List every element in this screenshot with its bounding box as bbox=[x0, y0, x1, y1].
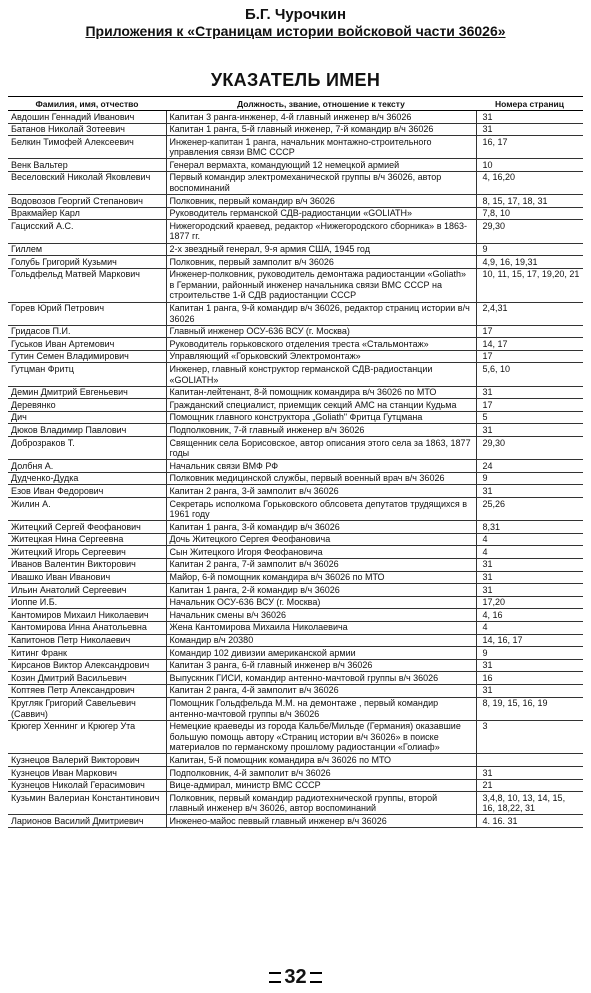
cell-pages: 5,6, 10 bbox=[476, 363, 583, 386]
table-row bbox=[8, 533, 583, 546]
table-row bbox=[8, 659, 583, 672]
table-row bbox=[8, 546, 583, 559]
table-row bbox=[8, 684, 583, 697]
cell-description: Капитан 3 ранга, 6-й главный инженер в/ч 36026 bbox=[166, 659, 476, 672]
cell-pages: 2,4,31 bbox=[476, 302, 583, 325]
table-row bbox=[8, 584, 583, 597]
cell-description: Секретарь исполкома Горьковского облсовета депутатов трудящихся в 1961 году bbox=[166, 498, 476, 521]
table-row bbox=[8, 123, 583, 136]
cell-name: Голубь Григорий Кузьмич bbox=[8, 256, 166, 269]
cell-description: Главный инженер ОСУ-636 ВСУ (г. Москва) bbox=[166, 325, 476, 338]
cell-description: Первый командир электромеханической группы в/ч 36026, автор воспоминаний bbox=[166, 171, 476, 194]
page-number-value: 32 bbox=[284, 966, 307, 988]
column-header-pages: Номера страниц bbox=[476, 97, 583, 111]
cell-name: Крюгер Хеннинг и Крюгер Ута bbox=[8, 720, 166, 754]
cell-pages: 4, 16,20 bbox=[476, 171, 583, 194]
cell-name: Белкин Тимофей Алексеевич bbox=[8, 136, 166, 159]
page-number-left-bar bbox=[269, 972, 281, 983]
cell-pages: 4. 16. 31 bbox=[476, 815, 583, 828]
cell-pages: 9 bbox=[476, 647, 583, 660]
cell-name: Гуськов Иван Артемович bbox=[8, 338, 166, 351]
cell-description: Гражданский специалист, приемщик секций АМС на станции Кудьма bbox=[166, 399, 476, 412]
table-row bbox=[8, 498, 583, 521]
table-row bbox=[8, 302, 583, 325]
cell-name: Жилин А. bbox=[8, 498, 166, 521]
cell-description: Генерал вермахта, командующий 12 немецкой армией bbox=[166, 159, 476, 172]
cell-pages: 7,8, 10 bbox=[476, 207, 583, 220]
cell-name: Горев Юрий Петрович bbox=[8, 302, 166, 325]
cell-name: Ильин Анатолий Сергеевич bbox=[8, 584, 166, 597]
table-body bbox=[8, 111, 583, 828]
cell-name: Кузнецов Валерий Викторович bbox=[8, 754, 166, 767]
cell-name: Коптяев Петр Александрович bbox=[8, 684, 166, 697]
table-row bbox=[8, 485, 583, 498]
cell-description: Капитан 2 ранга, 4-й замполит в/ч 36026 bbox=[166, 684, 476, 697]
cell-pages: 4,9, 16, 19,31 bbox=[476, 256, 583, 269]
cell-pages: 4 bbox=[476, 621, 583, 634]
table-row bbox=[8, 386, 583, 399]
table-row bbox=[8, 350, 583, 363]
cell-pages: 4, 16 bbox=[476, 609, 583, 622]
cell-description: Инженер, главный конструктор германской СДВ-радиостанции «GOLIATH» bbox=[166, 363, 476, 386]
cell-pages: 17 bbox=[476, 325, 583, 338]
cell-pages: 31 bbox=[476, 386, 583, 399]
cell-name: Авдошин Геннадий Иванович bbox=[8, 111, 166, 124]
cell-description: Капитан 1 ранга, 3-й командир в/ч 36026 bbox=[166, 521, 476, 534]
table-row bbox=[8, 325, 583, 338]
cell-name: Ларионов Василий Дмитриевич bbox=[8, 815, 166, 828]
cell-description: Сын Житецкого Игоря Феофановича bbox=[166, 546, 476, 559]
cell-pages: 29,30 bbox=[476, 437, 583, 460]
cell-description: Капитан 2 ранга, 7-й замполит в/ч 36026 bbox=[166, 558, 476, 571]
table-row bbox=[8, 207, 583, 220]
cell-pages: 31 bbox=[476, 571, 583, 584]
table-row bbox=[8, 609, 583, 622]
cell-description: Дочь Житецкого Сергея Феофановича bbox=[166, 533, 476, 546]
cell-name: Гацисский А.С. bbox=[8, 220, 166, 243]
table-row bbox=[8, 634, 583, 647]
cell-description: Жена Кантомирова Михаила Николаевича bbox=[166, 621, 476, 634]
cell-pages: 31 bbox=[476, 558, 583, 571]
cell-description: Капитан 1 ранга, 5-й главный инженер, 7-й командир в/ч 36026 bbox=[166, 123, 476, 136]
table-row bbox=[8, 268, 583, 302]
cell-pages: 25,26 bbox=[476, 498, 583, 521]
cell-name: Гиллем bbox=[8, 243, 166, 256]
cell-description: Вице-адмирал, министр ВМС СССР bbox=[166, 779, 476, 792]
cell-pages: 31 bbox=[476, 684, 583, 697]
cell-description: Помощник Гольдфельда М.М. на демонтаже , первый командир антенно-мачтовой группы в/ч 36026 bbox=[166, 697, 476, 720]
cell-description: Немецкие краеведы из города Кальбе/Мильде (Германия) оказавшие большую помощь автору «Страниц истории в/ч 36026» в поиске материалов по германскому прошлому радиостанции «Голиаф» bbox=[166, 720, 476, 754]
cell-name: Гутин Семен Владимирович bbox=[8, 350, 166, 363]
cell-description: Подполковник, 4-й замполит в/ч 36026 bbox=[166, 767, 476, 780]
table-row bbox=[8, 779, 583, 792]
table-row bbox=[8, 792, 583, 815]
cell-name: Капитонов Петр Николаевич bbox=[8, 634, 166, 647]
cell-name: Долбня А. bbox=[8, 460, 166, 473]
cell-pages: 9 bbox=[476, 472, 583, 485]
table-row bbox=[8, 411, 583, 424]
table-row bbox=[8, 424, 583, 437]
table-row bbox=[8, 672, 583, 685]
book-author: Б.Г. Чурочкин bbox=[244, 6, 347, 23]
cell-description: Полковник, первый командир в/ч 36026 bbox=[166, 195, 476, 208]
cell-name: Кантомирова Инна Анатольевна bbox=[8, 621, 166, 634]
cell-pages: 14, 17 bbox=[476, 338, 583, 351]
cell-description: Руководитель горьковского отделения треста «Стальмонтаж» bbox=[166, 338, 476, 351]
table-row bbox=[8, 437, 583, 460]
cell-pages: 3 bbox=[476, 720, 583, 754]
cell-description: Капитан 2 ранга, 3-й замполит в/ч 36026 bbox=[166, 485, 476, 498]
page-number bbox=[0, 966, 591, 989]
cell-description: Капитан 3 ранга-инженер, 4-й главный инженер в/ч 36026 bbox=[166, 111, 476, 124]
cell-name: Кирсанов Виктор Александрович bbox=[8, 659, 166, 672]
page-number-right-bar bbox=[310, 972, 322, 983]
cell-name: Кузьмин Валериан Константинович bbox=[8, 792, 166, 815]
cell-name: Водовозов Георгий Степанович bbox=[8, 195, 166, 208]
table-row bbox=[8, 720, 583, 754]
cell-pages: 16, 17 bbox=[476, 136, 583, 159]
table-row bbox=[8, 472, 583, 485]
cell-description: Подполковник, 7-й главный инженер в/ч 36026 bbox=[166, 424, 476, 437]
table-row bbox=[8, 338, 583, 351]
cell-pages: 10, 11, 15, 17, 19,20, 21 bbox=[476, 268, 583, 302]
cell-description: Командир в/ч 20380 bbox=[166, 634, 476, 647]
table-row bbox=[8, 399, 583, 412]
table-header-row bbox=[8, 97, 583, 111]
cell-name: Батанов Николай Зотеевич bbox=[8, 123, 166, 136]
cell-pages: 16 bbox=[476, 672, 583, 685]
cell-pages: 31 bbox=[476, 111, 583, 124]
cell-pages: 10 bbox=[476, 159, 583, 172]
table-row bbox=[8, 621, 583, 634]
cell-description: Капитан 1 ранга, 2-й командир в/ч 36026 bbox=[166, 584, 476, 597]
cell-pages: 3,4,8, 10, 13, 14, 15, 16, 18,22, 31 bbox=[476, 792, 583, 815]
table-row bbox=[8, 159, 583, 172]
cell-description: Священник села Борисовское, автор описания этого села за 1863, 1877 годы bbox=[166, 437, 476, 460]
cell-name: Гутцман Фритц bbox=[8, 363, 166, 386]
table-row bbox=[8, 195, 583, 208]
cell-pages: 31 bbox=[476, 123, 583, 136]
cell-name: Вракмайер Карл bbox=[8, 207, 166, 220]
cell-name: Деревянко bbox=[8, 399, 166, 412]
cell-description: Инженер-полковник, руководитель демонтажа радиостанции «Goliath» в Германии, районный инженер начальника связи ВМС СССР на строительстве 1-й СДВ радиостанции СССР bbox=[166, 268, 476, 302]
cell-pages: 8, 19, 15, 16, 19 bbox=[476, 697, 583, 720]
table-row bbox=[8, 243, 583, 256]
cell-name: Веселовский Николай Яковлевич bbox=[8, 171, 166, 194]
cell-name: Доброзраков Т. bbox=[8, 437, 166, 460]
cell-description: Полковник, первый командир радиотехнической группы, второй главный инженер в/ч 36026, автор воспоминаний bbox=[166, 792, 476, 815]
cell-name: Иванов Валентин Викторович bbox=[8, 558, 166, 571]
cell-description: Нижегородский краевед, редактор «Нижегородского сборника» в 1863- 1877 гг. bbox=[166, 220, 476, 243]
table-row bbox=[8, 256, 583, 269]
table-row bbox=[8, 558, 583, 571]
cell-name: Дудченко-Дудка bbox=[8, 472, 166, 485]
cell-description: Полковник, первый замполит в/ч 36026 bbox=[166, 256, 476, 269]
cell-name: Венк Вальтер bbox=[8, 159, 166, 172]
cell-name: Дич bbox=[8, 411, 166, 424]
cell-description: Капитан 1 ранга, 9-й командир в/ч 36026, редактор страниц истории в/ч 36026 bbox=[166, 302, 476, 325]
table-row bbox=[8, 815, 583, 828]
cell-name: Кругляк Григорий Савельевич (Саввич) bbox=[8, 697, 166, 720]
cell-name: Кузнецов Николай Герасимович bbox=[8, 779, 166, 792]
table-row bbox=[8, 754, 583, 767]
table-row bbox=[8, 171, 583, 194]
cell-pages bbox=[476, 754, 583, 767]
table-row bbox=[8, 220, 583, 243]
table-row bbox=[8, 767, 583, 780]
cell-pages: 31 bbox=[476, 767, 583, 780]
table-row bbox=[8, 697, 583, 720]
cell-pages: 9 bbox=[476, 243, 583, 256]
table-row bbox=[8, 647, 583, 660]
cell-name: Житецкая Нина Сергеевна bbox=[8, 533, 166, 546]
column-header-description: Должность, звание, отношение к тексту bbox=[166, 97, 476, 111]
cell-name: Житецкий Сергей Феофанович bbox=[8, 521, 166, 534]
cell-pages: 8, 15, 17, 18, 31 bbox=[476, 195, 583, 208]
cell-description: Начальник связи ВМФ РФ bbox=[166, 460, 476, 473]
cell-pages: 21 bbox=[476, 779, 583, 792]
cell-name: Гольдфельд Матвей Маркович bbox=[8, 268, 166, 302]
cell-pages: 5 bbox=[476, 411, 583, 424]
cell-pages: 4 bbox=[476, 533, 583, 546]
cell-pages: 17 bbox=[476, 350, 583, 363]
cell-name: Китинг Франк bbox=[8, 647, 166, 660]
cell-description: Майор, 6-й помощник командира в/ч 36026 по МТО bbox=[166, 571, 476, 584]
cell-name: Гридасов П.И. bbox=[8, 325, 166, 338]
cell-pages: 31 bbox=[476, 424, 583, 437]
table-row bbox=[8, 136, 583, 159]
cell-pages: 24 bbox=[476, 460, 583, 473]
cell-description: Управляющий «Горьковский Электромонтаж» bbox=[166, 350, 476, 363]
cell-pages: 29,30 bbox=[476, 220, 583, 243]
cell-name: Кантомиров Михаил Николаевич bbox=[8, 609, 166, 622]
cell-description: 2-х звездный генерал, 9-я армия США, 1945 год bbox=[166, 243, 476, 256]
cell-name: Иоппе И.Б. bbox=[8, 596, 166, 609]
table-row bbox=[8, 571, 583, 584]
table-row bbox=[8, 460, 583, 473]
page-title: УКАЗАТЕЛЬ ИМЕН bbox=[210, 70, 381, 90]
cell-name: Козин Дмитрий Васильевич bbox=[8, 672, 166, 685]
cell-name: Демин Дмитрий Евгеньевич bbox=[8, 386, 166, 399]
cell-name: Дюков Владимир Павлович bbox=[8, 424, 166, 437]
cell-pages: 31 bbox=[476, 584, 583, 597]
cell-description: Руководитель германской СДВ-радиостанции «GOLIATH» bbox=[166, 207, 476, 220]
cell-pages: 17,20 bbox=[476, 596, 583, 609]
cell-description: Инженео-майос певвый главный инженер в/ч 36026 bbox=[166, 815, 476, 828]
cell-description: Начальник ОСУ-636 ВСУ (г. Москва) bbox=[166, 596, 476, 609]
table-row bbox=[8, 111, 583, 124]
cell-name: Житецкий Игорь Сергеевич bbox=[8, 546, 166, 559]
table-row bbox=[8, 521, 583, 534]
table-row bbox=[8, 363, 583, 386]
cell-description: Полковник медицинской службы, первый военный врач в/ч 36026 bbox=[166, 472, 476, 485]
cell-pages: 8,31 bbox=[476, 521, 583, 534]
name-index-table bbox=[8, 96, 583, 828]
cell-description: Начальник смены в/ч 36026 bbox=[166, 609, 476, 622]
table-row bbox=[8, 596, 583, 609]
cell-pages: 4 bbox=[476, 546, 583, 559]
cell-name: Езов Иван Федорович bbox=[8, 485, 166, 498]
cell-description: Выпускник ГИСИ, командир антенно-мачтовой группы в/ч 36026 bbox=[166, 672, 476, 685]
cell-description: Инженер-капитан 1 ранга, начальник монтажно-строительного управления связи ВМС СССР bbox=[166, 136, 476, 159]
cell-name: Ивашко Иван Иванович bbox=[8, 571, 166, 584]
book-subtitle: Приложения к «Страницам истории войсковой части 36026» bbox=[85, 23, 506, 39]
cell-description: Капитан-лейтенант, 8-й помощник командира в/ч 36026 по МТО bbox=[166, 386, 476, 399]
cell-description: Командир 102 дивизии американской армии bbox=[166, 647, 476, 660]
cell-pages: 17 bbox=[476, 399, 583, 412]
cell-pages: 31 bbox=[476, 659, 583, 672]
cell-pages: 14, 16, 17 bbox=[476, 634, 583, 647]
column-header-name: Фамилия, имя, отчество bbox=[8, 97, 166, 111]
cell-description: Помощник главного конструктора „Goliath" Фритца Гутцмана bbox=[166, 411, 476, 424]
cell-name: Кузнецов Иван Маркович bbox=[8, 767, 166, 780]
cell-description: Капитан, 5-й помощник командира в/ч 36026 по МТО bbox=[166, 754, 476, 767]
cell-pages: 31 bbox=[476, 485, 583, 498]
